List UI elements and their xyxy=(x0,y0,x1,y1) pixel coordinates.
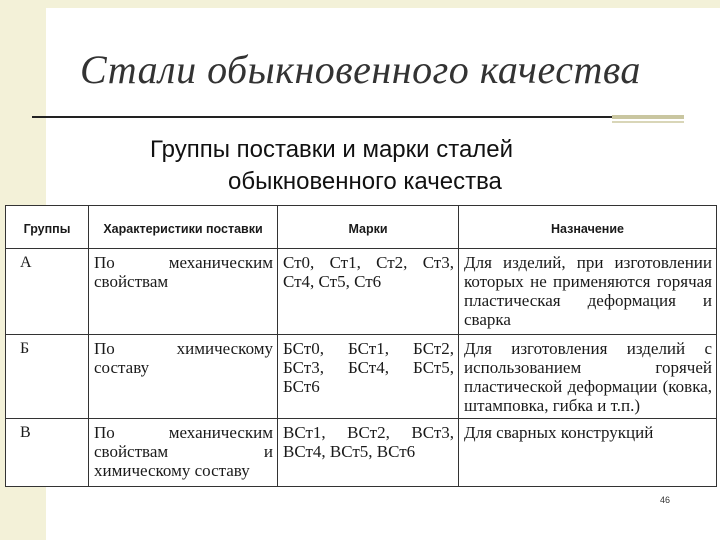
cell-purpose: Для изделий, при изготовлении которых не применяются горячая пластическая деформация и сварка xyxy=(459,249,717,335)
slide-title: Стали обыкновенного качества xyxy=(80,47,641,92)
cell-characteristics: По механическим свойствам xyxy=(89,249,278,335)
header-group: Группы xyxy=(6,206,89,249)
cell-purpose: Для изготовления изделий с использованием горячей пластической деформации (ковка, штамповка, гибка и т.п.) xyxy=(459,335,717,419)
header-grades: Марки xyxy=(278,206,459,249)
subtitle-line-2: обыкновенного качества xyxy=(228,168,502,195)
cell-group: В xyxy=(6,419,89,487)
cell-grades: Ст0, Ст1, Ст2, Ст3, Ст4, Ст5, Ст6 xyxy=(278,249,459,335)
steel-groups-table xyxy=(5,205,717,487)
table-row xyxy=(6,419,717,487)
table-header-row xyxy=(6,206,717,249)
cell-grades: ВСт1, ВСт2, ВСт3, ВСт4, ВСт5, ВСт6 xyxy=(278,419,459,487)
table-row xyxy=(6,335,717,419)
cell-group: Б xyxy=(6,335,89,419)
cell-purpose: Для сварных конструкций xyxy=(459,419,717,487)
title-divider-accent xyxy=(612,115,684,119)
table-row xyxy=(6,249,717,335)
cell-characteristics: По химическому составу xyxy=(89,335,278,419)
subtitle-line-1: Группы поставки и марки сталей xyxy=(150,136,514,163)
title-divider xyxy=(32,116,612,118)
slide-number: 46 xyxy=(660,495,671,505)
header-characteristics: Характеристики поставки xyxy=(89,206,278,249)
table xyxy=(5,205,717,487)
decorative-top-bar xyxy=(0,0,720,8)
header-purpose: Назначение xyxy=(459,206,717,249)
cell-characteristics: По механическим свойствам и химическому составу xyxy=(89,419,278,487)
slide-subtitle xyxy=(150,134,630,198)
cell-grades: БСт0, БСт1, БСт2, БСт3, БСт4, БСт5, БСт6 xyxy=(278,335,459,419)
title-divider-accent-thin xyxy=(612,121,684,123)
cell-group: А xyxy=(6,249,89,335)
